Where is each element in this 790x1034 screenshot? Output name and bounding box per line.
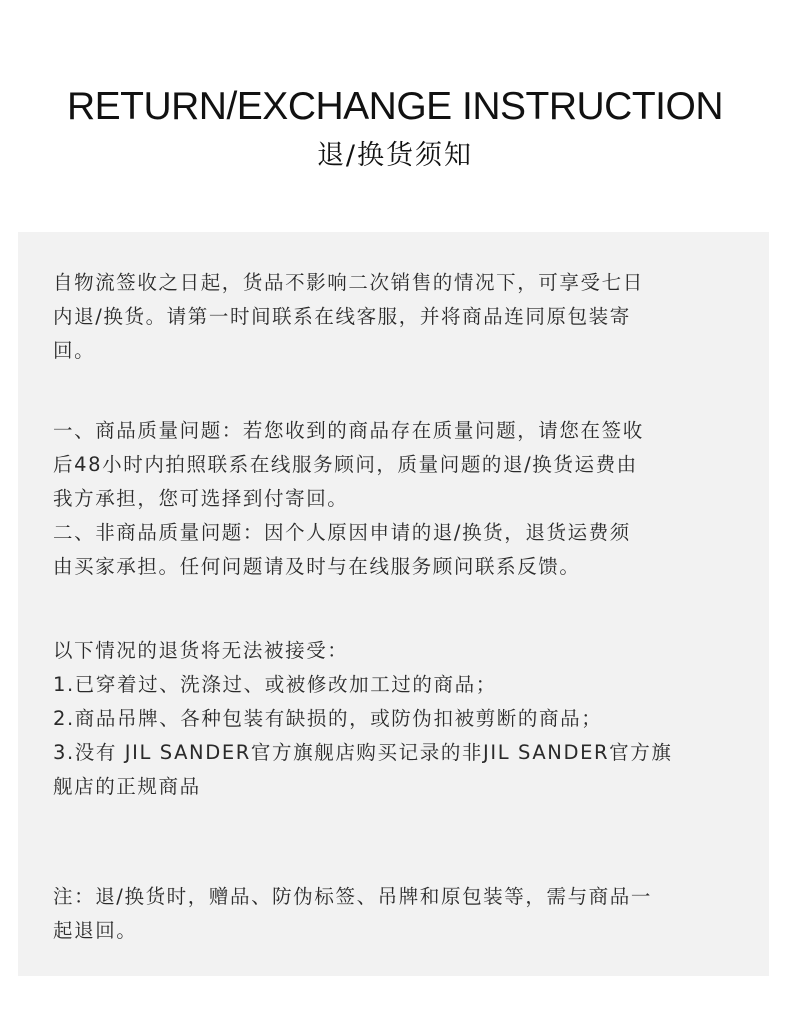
not-accepted-paragraph — [53, 634, 753, 804]
text-line: 以下情况的退货将无法被接受： — [53, 639, 349, 662]
text-line: 我方承担，您可选择到付寄回。 — [53, 487, 349, 510]
text-line: 1.已穿着过、洗涤过、或被修改加工过的商品； — [53, 673, 497, 696]
text-line: 注：退/换货时，赠品、防伪标签、吊牌和原包装等，需与商品一 — [53, 885, 652, 908]
text-line: 舰店的正规商品 — [53, 775, 201, 798]
page-title-english: RETURN/EXCHANGE INSTRUCTION — [66, 85, 724, 128]
text-line: 3.没有 JIL SANDER官方旗舰店购买记录的非JIL SANDER官方旗 — [53, 741, 673, 764]
text-line: 一、商品质量问题：若您收到的商品存在质量问题，请您在签收 — [53, 419, 644, 442]
text-line: 二、非商品质量问题：因个人原因申请的退/换货，退货运费须 — [53, 521, 631, 544]
quality-issues-paragraph — [53, 414, 753, 584]
text-line: 2.商品吊牌、各种包装有缺损的，或防伪扣被剪断的商品； — [53, 707, 603, 730]
intro-paragraph — [53, 266, 753, 368]
text-line: 后48小时内拍照联系在线服务顾问，质量问题的退/换货运费由 — [53, 453, 638, 476]
page-title-chinese: 退/换货须知 — [316, 140, 474, 171]
text-line: 由买家承担。任何问题请及时与在线服务顾问联系反馈。 — [53, 555, 581, 578]
text-line: 自物流签收之日起，货品不影响二次销售的情况下，可享受七日 — [53, 271, 644, 294]
text-line: 起退回。 — [53, 919, 138, 942]
text-line: 回。 — [53, 339, 96, 362]
text-line: 内退/换货。请第一时间联系在线客服，并将商品连同原包装寄 — [53, 305, 631, 328]
instruction-panel — [18, 232, 769, 976]
note-paragraph — [53, 880, 753, 948]
